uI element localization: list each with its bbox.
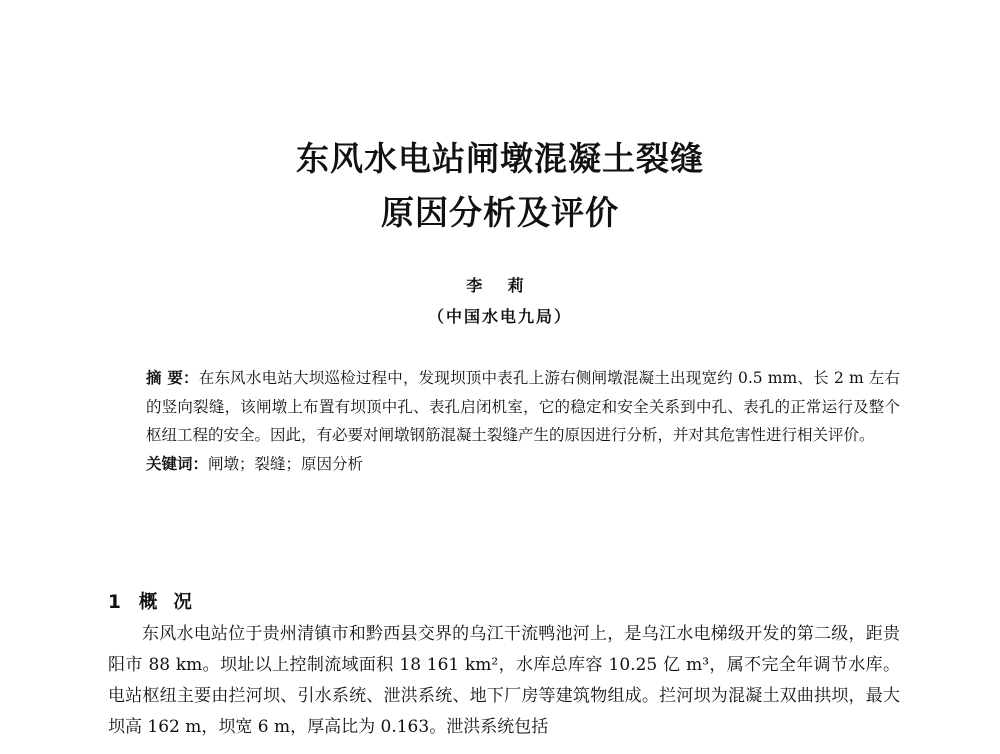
author-affiliation: （中国水电九局） [427, 307, 572, 326]
section-heading [108, 588, 208, 614]
keywords-paragraph [108, 450, 900, 479]
keywords-text: 闸墩；裂缝；原因分析 [208, 454, 364, 473]
paper-title-line-1: 东风水电站闸墩混凝土裂缝 [296, 139, 704, 178]
paper-title-line-2: 原因分析及评价 [381, 193, 619, 232]
section-title: 概况 [138, 592, 208, 614]
section-number: 1 [108, 592, 121, 614]
abstract-label: 摘 要： [146, 368, 199, 387]
body-paragraph: 东风水电站位于贵州清镇市和黔西县交界的乌江干流鸭池河上，是乌江水电梯级开发的第二级，距贵阳市 88 km。坝址以上控制流域面积 18 161 km²，水库总库容 10.25 亿 m³，属不完全年调节水库。电站枢纽主要由拦河坝、引水系统、泄洪系统、地下厂房等建筑物组成。拦河坝为混凝土双曲拱坝，最大坝高 162 m，坝宽 6 m，厚高比为 0.163。泄洪系统包括 [108, 624, 900, 737]
abstract-text: 在东风水电站大坝巡检过程中，发现坝顶中表孔上游右侧闸墩混凝土出现宽约 0.5 mm、长 2 m 左右的竖向裂缝，该闸墩上布置有坝顶中孔、表孔启闭机室，它的稳定和安全关系到中孔、表孔的正常运行及整个枢纽工程的安全。因此，有必要对闸墩钢筋混凝土裂缝产生的原因进行分析，并对其危害性进行相关评价。 [146, 369, 900, 444]
body-text [108, 619, 900, 743]
keywords-label: 关键词： [146, 453, 209, 473]
abstract-paragraph [108, 364, 900, 450]
author-name: 李 莉 [466, 276, 534, 295]
abstract-block [108, 364, 900, 478]
